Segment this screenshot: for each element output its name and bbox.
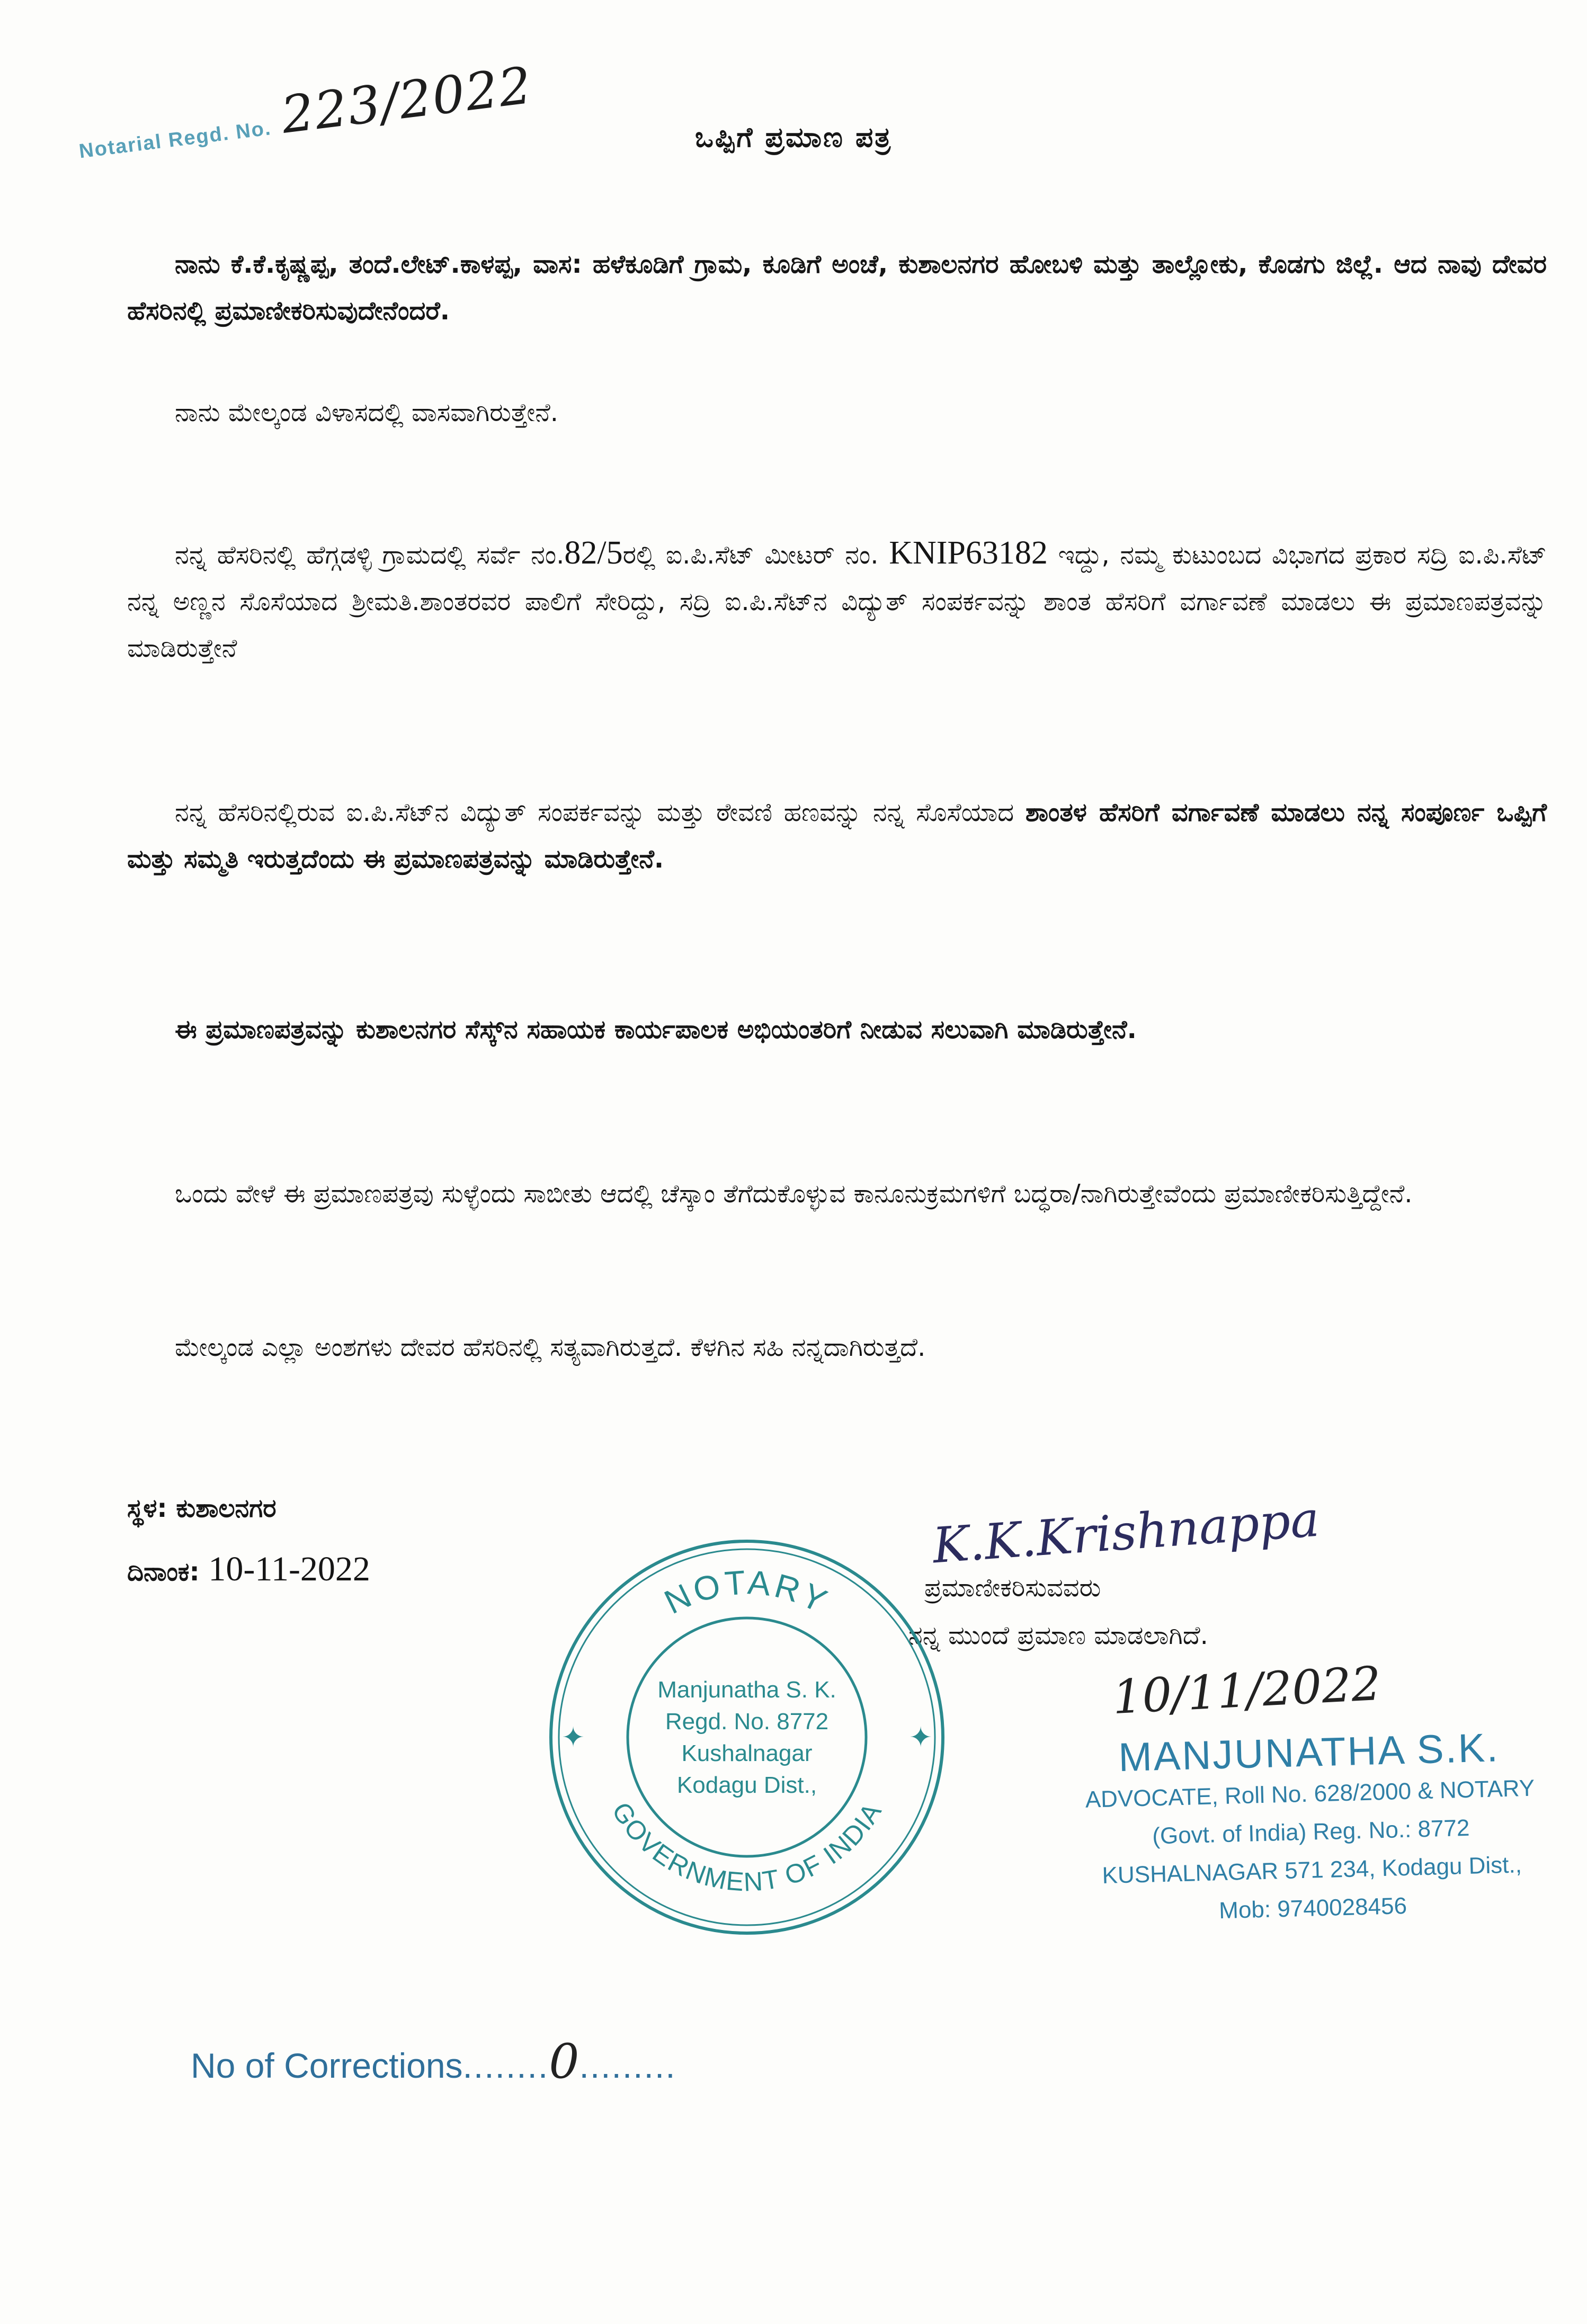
notary-mobile: Mob: 9740028456 [1218, 1892, 1407, 1924]
consent-text-a: ನನ್ನ ಹೆಸರಿನಲ್ಲಿರುವ ಐ.ಪಿ.ಸೆಟ್‌ನ ವಿದ್ಯುತ್ ಸಂಪರ್ಕವನ್ನು ಮತ್ತು ಠೇವಣಿ ಹಣವನ್ನು ನನ್ನ ಸೊಸೆಯಾದ [175, 798, 1014, 827]
paragraph-ip-set [127, 530, 1547, 672]
seal-line-name: Manjunatha S. K. [657, 1677, 836, 1703]
meter-number: KNIP63182 [889, 535, 1048, 571]
seal-bottom-text: GOVERNMENT OF INDIA [606, 1797, 888, 1897]
seal-line-reg: Regd. No. 8772 [665, 1709, 829, 1735]
place-row [127, 1494, 277, 1524]
registration-number: 223/2022 [278, 55, 536, 145]
seal-line-place: Kushalnagar [681, 1740, 813, 1766]
paragraph-truth: ಮೇಲ್ಕಂಡ ಎಲ್ಲಾ ಅಂಶಗಳು ದೇವರ ಹೆಸರಿನಲ್ಲಿ ಸತ್ಯವಾಗಿರುತ್ತದೆ. ಕೆಳಗಿನ ಸಹಿ ನನ್ನದಾಗಿರುತ್ತದೆ. [175, 1333, 926, 1362]
ip-set-text-b: ರಲ್ಲಿ ಐ.ಪಿ.ಸೆಟ್ ಮೀಟರ್ ನಂ. [622, 540, 879, 570]
seal-star-right: ✦ [909, 1722, 932, 1753]
notary-reg: (Govt. of India) Reg. No.: 8772 [1152, 1814, 1470, 1849]
declarant-signature: K.K.Krishnappa [931, 1490, 1322, 1575]
seal-line-district: Kodagu Dist., [676, 1772, 817, 1798]
corrections-dots-trail: ......... [579, 2046, 676, 2085]
paragraph-liability: ಒಂದು ವೇಳೆ ಈ ಪ್ರಮಾಣಪತ್ರವು ಸುಳ್ಳೆಂದು ಸಾಬೀತು ಆದಲ್ಲಿ ಚೆಸ್ಕಾಂ ತೆಗೆದುಕೊಳ್ಳುವ ಕಾನೂನುಕ್ರಮಗಳಿಗೆ ಬದ್ಧರಾ/ನಾಗಿರುತ್ತೇವೆಂದು ಪ್ರಮಾಣೀಕರಿಸುತ್ತಿದ್ದೇನೆ. [175, 1179, 1413, 1209]
seal-star-left: ✦ [561, 1722, 585, 1753]
survey-number: 82/5 [564, 535, 623, 571]
ip-set-text-a: ನನ್ನ ಹೆಸರಿನಲ್ಲಿ ಹೆಗ್ಗಡಳ್ಳಿ ಗ್ರಾಮದಲ್ಲಿ ಸರ್ವೆ ನಂ. [175, 540, 565, 570]
ip-set-text-c: ಇದ್ದು, ನಮ್ಮ ಕುಟುಂಬದ ವಿಭಾಗದ ಪ್ರಕಾರ ಸದ್ರಿ ಐ.ಪಿ.ಸೆಟ್ ನನ್ನ ಅಣ್ಣನ ಸೊಸೆಯಾದ ಶ್ರೀಮತಿ.ಶಾಂತರವರ ಪಾಲಿಗೆ ಸೇರಿದ್ದು, ಸದ್ರಿ ಐ.ಪಿ.ಸೆಟ್‌ನ ವಿದ್ಯುತ್ ಸಂಪರ್ಕವನ್ನು ಶಾಂತ ಹೆಸರಿಗೆ ವರ್ಗಾವಣೆ ಮಾಡಲು ಈ ಪ್ರಮಾಣಪತ್ರವನ್ನು ಮಾಡಿರುತ್ತೇನೆ [127, 540, 1547, 663]
date-label: ದಿನಾಂಕ: [127, 1557, 200, 1587]
seal-inner-ring [628, 1618, 866, 1856]
place-label: ಸ್ಥಳ: [127, 1494, 167, 1523]
notary-seal [535, 1525, 959, 1949]
corrections-value: 0 [549, 2034, 579, 2089]
signatory-caption: ಪ್ರಮಾಣೀಕರಿಸುವವರು [924, 1573, 1101, 1603]
paragraph-consent [127, 789, 1547, 882]
paragraph-residence: ನಾನು ಮೇಲ್ಕಂಡ ವಿಳಾಸದಲ್ಲಿ ವಾಸವಾಗಿರುತ್ತೇನೆ. [175, 398, 559, 427]
notary-address: KUSHALNAGAR 571 234, Kodagu Dist., [1102, 1852, 1522, 1889]
notary-signature: 10/11/2022 [1111, 1656, 1383, 1725]
registration-label: Notarial Regd. No. [77, 117, 273, 163]
corrections-stamp [191, 2034, 676, 2089]
notary-roll: ADVOCATE, Roll No. 628/2000 & NOTARY [1085, 1775, 1535, 1813]
consent-text-b: ಶಾಂತಳ ಹೆಸರಿಗೆ ವರ್ಗಾವಣೆ ಮಾಡಲು ನನ್ನ ಸಂಪೂರ್ಣ ಒಪ್ಪಿಗೆ ಮತ್ತು ಸಮ್ಮತಿ ಇರುತ್ತದೆಂದು ಈ ಪ್ರಮಾಣಪತ್ರವನ್ನು ಮಾಡಿರುತ್ತೇನೆ. [127, 798, 1547, 874]
seal-top-text: NOTARY [658, 1563, 836, 1622]
attestation-line: ನನ್ನ ಮುಂದೆ ಪ್ರಮಾಣ ಮಾಡಲಾಗಿದೆ. [908, 1621, 1208, 1650]
notary-name: MANJUNATHA S.K. [1118, 1725, 1500, 1781]
corrections-dots: ........ [462, 2046, 549, 2085]
paragraph-declarant: ನಾನು ಕೆ.ಕೆ.ಕೃಷ್ಣಪ್ಪ, ತಂದೆ.ಲೇಟ್.ಕಾಳಪ್ಪ, ವಾಸ: ಹಳೆಕೂಡಿಗೆ ಗ್ರಾಮ, ಕೂಡಿಗೆ ಅಂಚೆ, ಕುಶಾಲನಗರ ಹೋಬಳಿ ಮತ್ತು ತಾಲ್ಲೋಕು, ಕೊಡಗು ಜಿಲ್ಲೆ. ಆದ ನಾವು ದೇವರ ಹೆಸರಿನಲ್ಲಿ ಪ್ರಮಾಣೀಕರಿಸುವುದೇನೆಂದರೆ. [127, 249, 1547, 326]
paragraph-purpose: ಈ ಪ್ರಮಾಣಪತ್ರವನ್ನು ಕುಶಾಲನಗರ ಸೆಸ್ಕ್‌ನ ಸಹಾಯಕ ಕಾರ್ಯಪಾಲಕ ಅಭಿಯಂತರಿಗೆ ನೀಡುವ ಸಲುವಾಗಿ ಮಾಡಿರುತ್ತೇನೆ. [175, 1015, 1137, 1044]
place-value: ಕುಶಾಲನಗರ [176, 1494, 277, 1523]
notary-stamp [1059, 1724, 1562, 1934]
date-value: 10-11-2022 [208, 1550, 370, 1588]
document-title: ಒಪ್ಪಿಗೆ ಪ್ರಮಾಣ ಪತ್ರ [694, 122, 893, 154]
corrections-label: No of Corrections [191, 2046, 463, 2085]
date-row [127, 1549, 370, 1589]
